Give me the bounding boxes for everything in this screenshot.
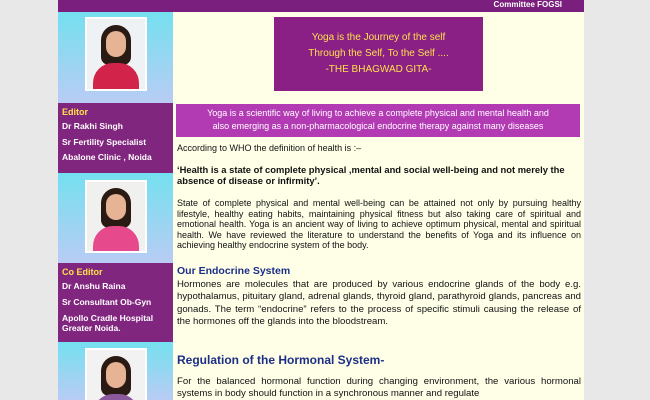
who-definition: ‘Health is a state of complete physical ,mental and social well-being and not merely the absence of disease or infirmity’. [177,164,565,186]
banner-line-2: also emerging as a non-pharmacological endocrine therapy against many diseases [212,121,544,131]
committee-label: Committee FOGSI [493,0,562,9]
heading-endocrine-system: Our Endocrine System [177,265,291,277]
contributor-photo-panel [58,342,173,400]
editor-info [58,103,173,173]
co-editor-title: Sr Consultant Ob-Gyn [62,296,152,307]
banner-line-1: Yoga is a scientific way of living to achieve a complete physical and mental health and [207,108,549,118]
co-editor-photo-panel [58,173,173,263]
paragraph-3: For the balanced hormonal function during changing environment, the various hormonal systems in body should function in a synchronous manner and regulate [177,376,581,400]
contributor-photo [85,348,147,400]
co-editor-org-line1: Apollo Cradle Hospital [62,313,154,323]
quote-box [274,17,483,91]
paragraph-1: State of complete physical and mental well-being can be attained not only by pursuing healthy lifestyle, healthy eating habits, maintaining physical fitness but also taking care of spiritual and emotional health. Yoga is an ancient way of living to achieve optimum physical, mental and spiritual health. We have reviewed the literature to understand the benefits of Yoga and its influence on achieving healthy endocrine system of the body. [177,198,581,251]
who-intro: According to WHO the definition of health is :– [177,143,362,153]
editor-photo [85,17,147,91]
co-editor-photo [85,180,147,253]
quote-line-1: Yoga is the Journey of the self [311,32,446,43]
main-content [173,12,584,400]
co-editor-name: Dr Anshu Raina [62,281,126,291]
header-bar [58,0,584,12]
quote-attribution: -THE BHAGWAD GITA- [325,64,432,75]
quote-line-2: Through the Self, To the Self .... [308,48,449,59]
editor-role: Editor [62,107,88,117]
co-editor-role: Co Editor [62,267,103,277]
newsletter-page [58,0,584,400]
editor-name: Dr Rakhi Singh [62,121,123,131]
intro-banner [176,104,580,137]
editor-org: Abalone Clinic , Noida [62,152,152,162]
editor-photo-panel [58,12,173,103]
editor-title: Sr Fertility Specialist [62,136,147,147]
paragraph-2: Hormones are molecules that are produced by various endocrine glands of the body e.g. hypothalamus, pituitary gland, adrenal glands, thyroid gland, parathyroid glands, pancreas and gonads. The term “endocrine” refers to the process of specific stimuli causing the release of the hormones off the glands into the bloodstream. [177,279,581,327]
heading-hormonal-regulation: Regulation of the Hormonal System- [177,353,385,367]
sidebar [58,12,173,400]
co-editor-org-line2: Greater Noida. [62,323,121,333]
co-editor-info [58,263,173,342]
